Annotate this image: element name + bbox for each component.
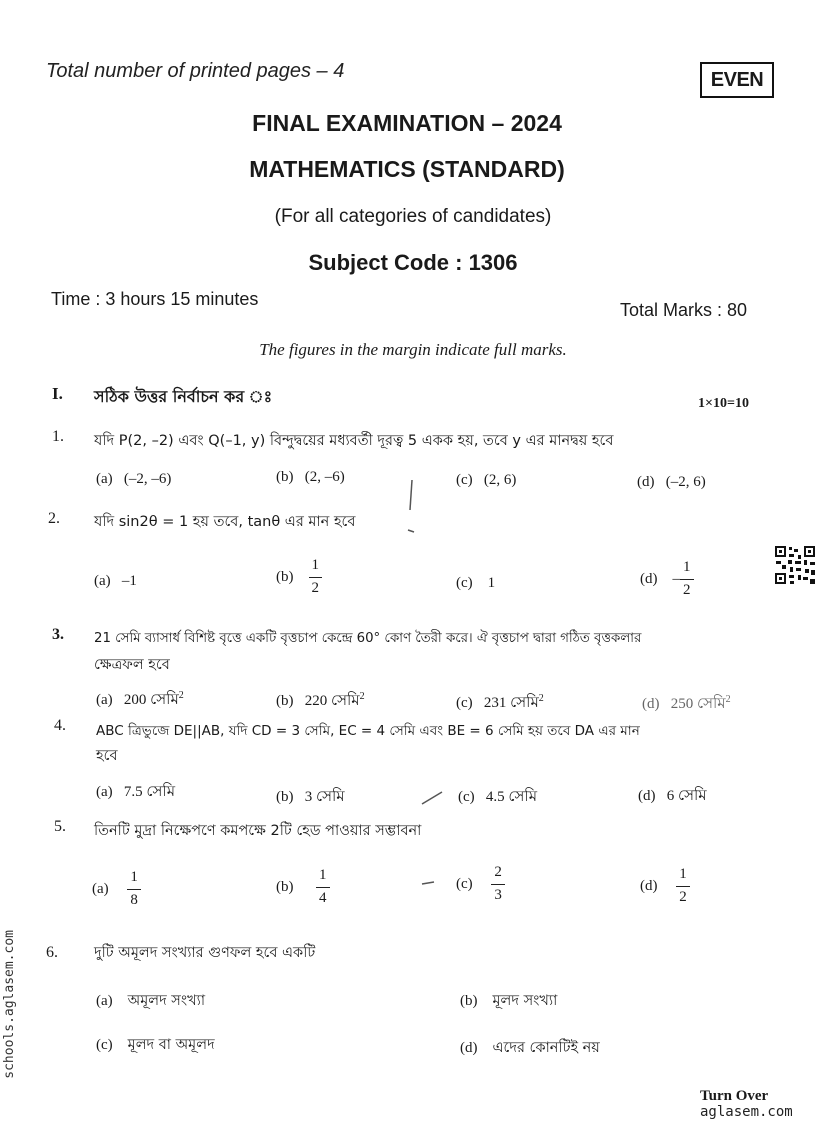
- question-5-text: তিনটি মুদ্রা নিক্ষেপণে কমপক্ষে 2টি হেড পাওয়ার সম্ভাবনা: [94, 823, 422, 839]
- q2-fraction-b: $\frac{1}{2}$: [309, 558, 323, 597]
- question-4-number: 4.: [54, 717, 66, 734]
- question-6-text: দুটি অমূলদ সংখ্যার গুণফল হবে একটি: [94, 945, 316, 961]
- q5-option-d: (d) $\frac{1}{2}$: [640, 867, 690, 906]
- q4-option-a: (a) 7.5 সেমি: [96, 784, 176, 800]
- q2-option-c: (c) 1: [456, 575, 496, 591]
- q5-option-b: (b) $\frac{1}{4}$: [276, 868, 330, 907]
- question-3-text-line1: 21 সেমি ব্যাসার্ধ বিশিষ্ট বৃত্তে একটি বৃত্তচাপ কেন্দ্রে 60° কোণ তৈরী করে। ঐ বৃত্তচাপ দ্বারা গঠিত বৃত্তকলার: [94, 631, 642, 646]
- marks-note: The figures in the margin indicate full marks.: [259, 340, 567, 359]
- q2-option-d: (d) – $\frac{1}{2}$: [640, 560, 694, 599]
- q5-fraction-d: $\frac{1}{2}$: [676, 867, 690, 906]
- stray-pen-mark: [400, 470, 430, 550]
- question-2-number: 2.: [48, 510, 60, 527]
- q5-option-c: (c) $\frac{2}{3}$: [456, 865, 505, 904]
- q4-option-d: (d) 6 সেমি: [638, 788, 707, 804]
- question-3-text-line2: ক্ষেত্রফল হবে: [94, 657, 170, 673]
- q6-option-b: (b) মূলদ সংখ্যা: [460, 993, 558, 1009]
- printed-pages-note: Total number of printed pages – 4: [46, 60, 345, 82]
- candidates-note: (For all categories of candidates): [274, 206, 552, 227]
- q3-option-b: (b) 220 সেমি$^2$: [276, 691, 365, 709]
- section-title: সঠিক উত্তর নির্বাচন কর ঃ: [94, 387, 273, 406]
- q4-option-c: (c) 4.5 সেমি: [458, 789, 538, 805]
- question-2-text: যদি sin2θ = 1 হয় তবে, tanθ এর মান হবে: [94, 514, 356, 530]
- q3-option-d: (d) 250 সেমি$^2$: [642, 694, 731, 712]
- q6-option-a: (a) অমূলদ সংখ্যা: [96, 993, 206, 1009]
- q5-option-a: (a) $\frac{1}{8}$: [92, 870, 141, 909]
- q1-option-a: (a) (–2, –6): [96, 471, 172, 487]
- section-marks: 1×10=10: [698, 396, 749, 411]
- q1-option-b: (b) (2, –6): [276, 469, 345, 485]
- question-4-text-line1: ABC ত্রিভুজে DE||AB, যদি CD = 3 সেমি, EC = 4 সেমি এবং BE = 6 সেমি হয় তবে DA এর মান: [96, 723, 640, 739]
- q5-fraction-c: $\frac{2}{3}$: [491, 865, 505, 904]
- question-1-text: যদি P(2, –2) এবং Q(–1, y) বিন্দুদ্বয়ের মধ্যবর্তী দূরত্ব 5 একক হয়, তবে y এর মানদ্বয় হবে: [94, 433, 614, 449]
- q3-option-a: (a) 200 সেমি$^2$: [96, 690, 184, 708]
- q1-option-d: (d) (–2, 6): [637, 474, 706, 490]
- time-allowed: Time : 3 hours 15 minutes: [51, 289, 259, 309]
- even-badge: EVEN: [700, 62, 774, 98]
- qr-code-icon: [774, 545, 816, 585]
- question-3-number: 3.: [52, 626, 64, 643]
- q6-option-c: (c) মূলদ বা অমূলদ: [96, 1037, 215, 1053]
- subject-title: MATHEMATICS (STANDARD): [249, 156, 565, 182]
- turn-over-label: Turn Over: [700, 1088, 769, 1104]
- stray-pen-mark-2: [418, 788, 458, 898]
- question-1-number: 1.: [52, 428, 64, 445]
- q2-option-b: (b) $\frac{1}{2}$: [276, 558, 322, 597]
- q5-fraction-a: $\frac{1}{8}$: [127, 870, 141, 909]
- q2-option-a: (a) –1: [94, 573, 137, 589]
- exam-title: FINAL EXAMINATION – 2024: [252, 110, 562, 136]
- q4-option-b: (b) 3 সেমি: [276, 789, 345, 805]
- total-marks: Total Marks : 80: [620, 300, 748, 320]
- section-number: I.: [52, 384, 63, 403]
- question-4-text-line2: হবে: [96, 748, 118, 764]
- question-6-number: 6.: [46, 944, 58, 961]
- q1-option-c: (c) (2, 6): [456, 472, 517, 488]
- q5-fraction-b: $\frac{1}{4}$: [316, 868, 330, 907]
- q2-fraction-d: $\frac{1}{2}$: [680, 560, 694, 599]
- q3-option-c: (c) 231 সেমি$^2$: [456, 693, 544, 711]
- q6-option-d: (d) এদের কোনটিই নয়: [460, 1040, 600, 1056]
- side-watermark: schools.aglasem.com: [2, 930, 17, 1079]
- question-5-number: 5.: [54, 818, 66, 835]
- subject-code: Subject Code : 1306: [308, 250, 518, 275]
- footer-watermark: aglasem.com: [700, 1104, 793, 1120]
